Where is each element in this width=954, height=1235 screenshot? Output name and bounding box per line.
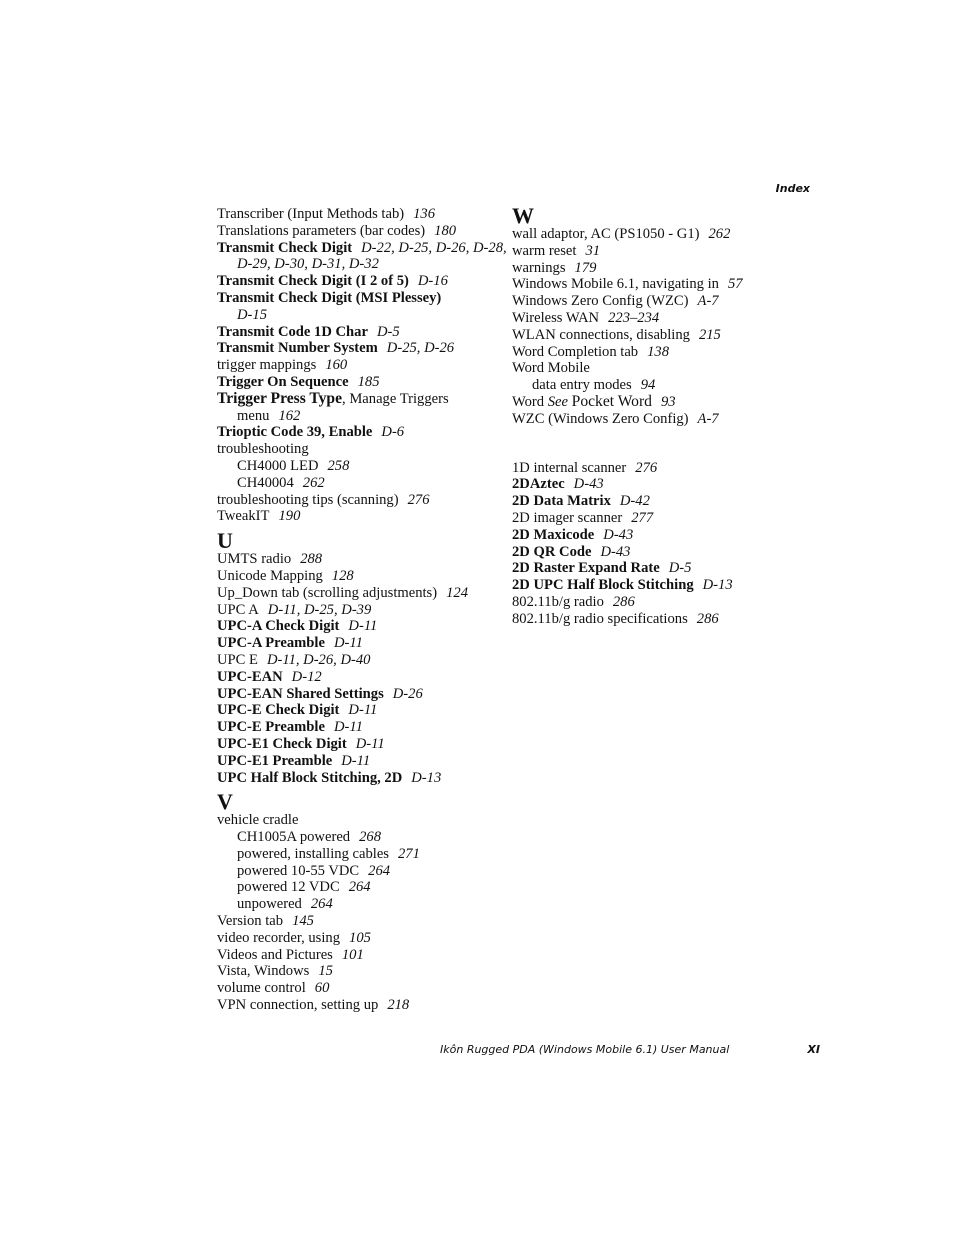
index-entry: Word See Pocket Word 93 [512, 392, 676, 410]
page-ref: 145 [292, 913, 314, 930]
page-ref: 264 [348, 879, 371, 896]
page-ref: D-26 [392, 685, 423, 702]
page-ref: D-16 [417, 273, 448, 290]
index-entry: UPC-EAN Shared Settings D-26 [217, 685, 423, 702]
page-ref: 223–234 [608, 309, 660, 326]
section-letter-u: U [217, 528, 233, 554]
page-ref: D-5 [376, 323, 400, 340]
page-ref: 264 [368, 862, 391, 879]
page-ref: 262 [708, 226, 731, 242]
page-ref: D-11, D-26, D-40 [266, 651, 371, 668]
page-ref: 138 [647, 343, 669, 360]
index-entry: Transmit Check Digit D-22, D-25, D-26, D-28, D-29, D-30, D-31, D-32 [217, 239, 507, 273]
index-subentry: CH4000 LED 258 [237, 457, 350, 474]
page-ref: D-11 [348, 702, 378, 719]
page-ref: 262 [302, 474, 325, 491]
index-entry: UPC-E Check Digit D-11 [217, 702, 378, 719]
running-footer-title: Ikôn Rugged PDA (Windows Mobile 6.1) User Manual [440, 1043, 730, 1056]
page-ref: D-43 [573, 476, 604, 493]
index-entry: 2DAztec D-43 [512, 476, 604, 493]
page-ref: A-7 [697, 293, 719, 310]
index-entry: trigger mappings 160 [217, 357, 348, 374]
page-ref: 31 [585, 242, 601, 259]
index-entry: 802.11b/g radio specifications 286 [512, 610, 719, 627]
index-subentry: powered 12 VDC 264 [237, 879, 371, 896]
page-ref: D-43 [603, 526, 634, 543]
page-number: XI [807, 1043, 820, 1056]
page-ref: 179 [574, 259, 597, 276]
see-reference-target: Pocket Word [571, 392, 652, 410]
page-ref: D-11 [333, 719, 363, 736]
index-entry: Transmit Number System D-25, D-26 [217, 340, 455, 357]
index-entry: Version tab 145 [217, 913, 314, 930]
index-entry: 2D Raster Expand Rate D-5 [512, 560, 692, 577]
page-ref: 101 [341, 946, 364, 963]
section-letter-w: W [512, 203, 534, 228]
page-ref: 277 [631, 509, 654, 526]
index-entry: troubleshooting tips (scanning) 276 [217, 491, 430, 508]
page-ref: 271 [397, 845, 420, 862]
page-ref: 190 [278, 508, 301, 525]
index-subentry: data entry modes 94 [532, 377, 656, 394]
index-entry: UPC Half Block Stitching, 2D D-13 [217, 769, 442, 786]
page-ref: 162 [278, 407, 301, 424]
page-ref: 215 [698, 326, 721, 343]
page-ref: D-42 [619, 493, 650, 510]
page-ref: 128 [331, 567, 354, 584]
index-entry: 2D UPC Half Block Stitching D-13 [512, 577, 733, 594]
index-entry: UPC-A Preamble D-11 [217, 635, 363, 652]
index-entry: UPC A D-11, D-25, D-39 [217, 601, 372, 618]
index-entry: video recorder, using 105 [217, 929, 371, 946]
page-ref: D-15 [237, 306, 267, 323]
index-subentry: powered, installing cables 271 [237, 845, 420, 862]
index-entry: Wireless WAN 223–234 [512, 309, 660, 326]
page-ref: 180 [434, 222, 457, 239]
page-ref: D-13 [411, 769, 442, 786]
index-entry: Transmit Check Digit (I 2 of 5) D-16 [217, 273, 448, 290]
page-ref: 60 [314, 980, 330, 997]
index-entry: Videos and Pictures 101 [217, 946, 364, 963]
page-ref: 288 [300, 551, 323, 568]
index-entry: wall adaptor, AC (PS1050 - G1) 262 [512, 226, 731, 242]
page-ref: 185 [357, 373, 380, 390]
page-ref: D-11 [355, 735, 385, 752]
index-subentry: CH1005A powered 268 [237, 829, 381, 846]
page-ref: D-6 [381, 424, 405, 441]
page-ref: 94 [640, 377, 656, 394]
section-letter-v: V [217, 789, 233, 815]
index-entry: Windows Mobile 6.1, navigating in 57 [512, 276, 743, 293]
running-header: Index [775, 182, 810, 195]
index-entry: UPC E D-11, D-26, D-40 [217, 651, 371, 668]
index-entry: Translations parameters (bar codes) 180 [217, 222, 457, 239]
index-column-left [217, 206, 507, 1014]
page-ref: 258 [327, 457, 350, 474]
page-ref: D-13 [702, 577, 733, 594]
page-ref: D-12 [291, 668, 322, 685]
index-entry: WLAN connections, disabling 215 [512, 326, 721, 343]
index-entry: Transmit Code 1D Char D-5 [217, 323, 400, 340]
page-ref: D-22, D-25, D-26, D-28, D-29, D-30, D-31, D-32 [237, 239, 507, 273]
page-ref: D-11 [333, 635, 363, 652]
index-entry: UPC-EAN D-12 [217, 668, 322, 685]
page-ref: D-11, D-25, D-39 [267, 601, 372, 618]
page-ref: 286 [612, 593, 635, 610]
index-entry: Word Completion tab 138 [512, 343, 669, 360]
index-subentry: CH40004 262 [237, 474, 325, 491]
index-entry: volume control 60 [217, 980, 330, 997]
page-ref: 136 [413, 206, 436, 222]
index-entry: Trigger Press Type, Manage Triggers menu 162 [217, 389, 449, 424]
index-entry: Trigger On Sequence 185 [217, 373, 380, 390]
index-entry: Transmit Check Digit (MSI Plessey) D-15 [217, 289, 442, 323]
index-entry: WZC (Windows Zero Config) A-7 [512, 410, 719, 427]
index-entry: 2D QR Code D-43 [512, 543, 631, 560]
page-ref: 15 [318, 963, 333, 980]
see-reference-label: See [547, 393, 568, 410]
page-ref: 105 [349, 929, 371, 946]
index-entry: 2D Data Matrix D-42 [512, 493, 650, 510]
section-gap [512, 428, 802, 460]
index-entry: Transcriber (Input Methods tab) 136 [217, 206, 436, 222]
page-ref: 93 [660, 393, 676, 410]
index-entry: 2D Maxicode D-43 [512, 526, 634, 543]
index-entry: warm reset 31 [512, 242, 601, 259]
index-entry: warnings 179 [512, 259, 597, 276]
index-entry: Windows Zero Config (WZC) A-7 [512, 293, 719, 310]
page-ref: 268 [359, 829, 381, 846]
index-entry: UPC-E1 Preamble D-11 [217, 752, 371, 769]
index-entry: UPC-E1 Check Digit D-11 [217, 735, 385, 752]
page-ref: 276 [407, 491, 430, 508]
index-entry: Vista, Windows 15 [217, 963, 333, 980]
page-ref: D-43 [600, 543, 631, 560]
page-ref: 124 [446, 584, 468, 601]
index-entry: Up_Down tab (scrolling adjustments) 124 [217, 584, 468, 601]
index-subentry: unpowered 264 [237, 896, 333, 913]
index-entry: UPC-A Check Digit D-11 [217, 618, 378, 635]
index-entry: 802.11b/g radio 286 [512, 593, 635, 610]
index-entry: Word Mobile [512, 360, 590, 377]
page-ref: 264 [310, 896, 333, 913]
page-ref: 57 [727, 276, 743, 293]
page-ref: D-5 [668, 560, 692, 577]
page-ref: D-25, D-26 [386, 340, 455, 357]
index-column-right [512, 203, 802, 628]
page-ref: D-11 [348, 618, 378, 635]
index-entry: Unicode Mapping 128 [217, 567, 354, 584]
index-entry: 2D imager scanner 277 [512, 509, 654, 526]
index-entry: Trioptic Code 39, Enable D-6 [217, 424, 405, 441]
index-entry: vehicle cradle [217, 812, 299, 829]
index-subentry: powered 10-55 VDC 264 [237, 862, 391, 879]
index-entry: VPN connection, setting up 218 [217, 997, 410, 1014]
index-entry: troubleshooting [217, 441, 309, 458]
index-entry: 1D internal scanner 276 [512, 459, 658, 476]
index-entry: UMTS radio 288 [217, 551, 323, 568]
page-ref: 160 [325, 357, 348, 374]
index-entry: TweakIT 190 [217, 508, 301, 525]
page-ref: 276 [635, 459, 658, 476]
page-ref: A-7 [697, 410, 719, 427]
page-ref: 218 [387, 997, 410, 1014]
page-ref: 286 [696, 610, 719, 627]
index-entry: UPC-E Preamble D-11 [217, 719, 363, 736]
page-ref: D-11 [341, 752, 371, 769]
